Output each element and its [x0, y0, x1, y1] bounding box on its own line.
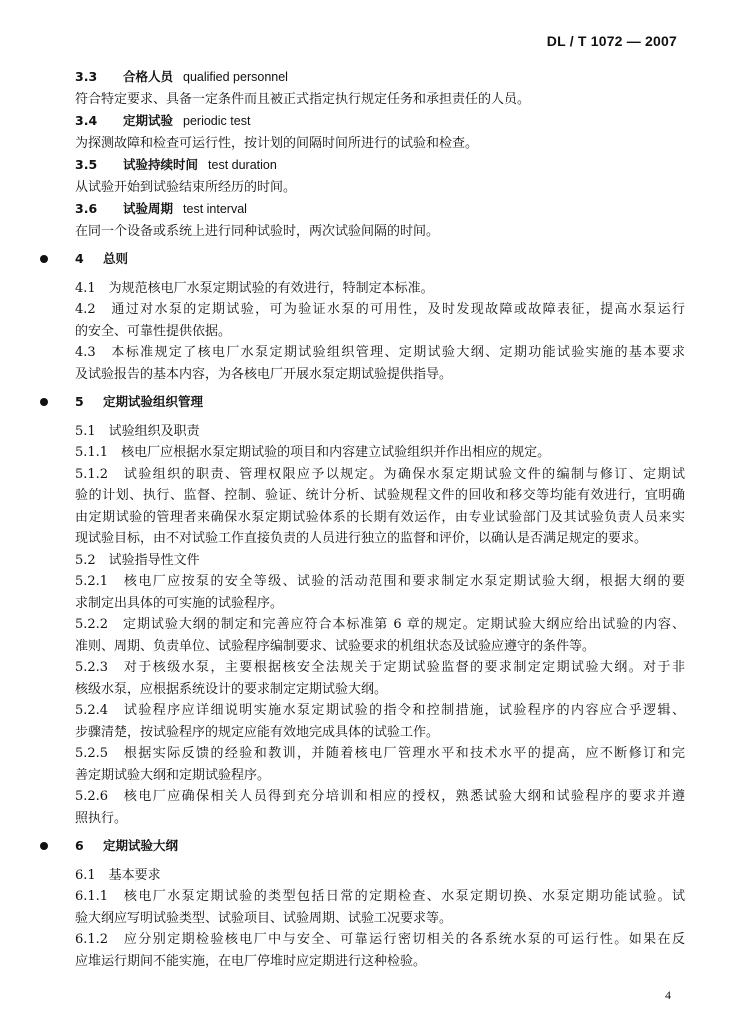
clause-paragraph [75, 342, 685, 385]
term-definition: 为探测故障和检查可运行性，按计划的间隔时间所进行的试验和检查。 [75, 135, 479, 151]
section-heading [75, 248, 685, 270]
paragraph-line: 5.2.3 对于核级水泵，主要根据核安全法规关于定期试验监督的要求制定定期试验大纲。对于非 [75, 660, 685, 675]
paragraph-line: 由定期试验的管理者来确保水泵定期试验体系的长期有效运作，由专业试验部门及其试验负责人员来实 [75, 509, 685, 525]
paragraph-line: 应堆运行期间不能实施，在电厂停堆时应定期进行这种检验。 [75, 953, 427, 969]
clause-paragraph [75, 571, 685, 614]
term-definition: 在同一个设备或系统上进行同种试验时，两次试验间隔的时间。 [75, 223, 440, 239]
clause-paragraph [75, 299, 685, 342]
paragraph-line: 照执行。 [75, 810, 128, 826]
clause-paragraph [75, 865, 685, 887]
paragraph-line: 准则、周期、负责单位、试验程序编制要求、试验要求的机组状态及试验应遵守的条件等。 [75, 638, 596, 654]
term-english: periodic test [183, 114, 251, 128]
paragraph-line: 5.1.1 核电厂应根据水泵定期试验的项目和内容建立试验组织并作出相应的规定。 [75, 445, 551, 460]
term-number: 3.5 [75, 157, 98, 172]
clause-paragraph [75, 657, 685, 700]
term-chinese: 试验持续时间 [123, 157, 199, 172]
paragraph-line: 5.2.6 核电厂应确保相关人员得到充分培训和相应的授权，熟悉试验大纲和试验程序的要求并遵 [75, 789, 685, 804]
term-chinese: 合格人员 [123, 69, 174, 84]
clause-paragraph [75, 442, 685, 464]
term-chinese: 试验周期 [123, 201, 174, 216]
term-heading [75, 198, 685, 221]
paragraph-line: 步骤清楚，按试验程序的规定应能有效地完成具体的试验工作。 [75, 724, 440, 740]
paragraph-line: 善定期试验大纲和定期试验程序。 [75, 767, 271, 783]
paragraph-line: 4.2 通过对水泵的定期试验，可为验证水泵的可用性，及时发现故障或故障表征，提高水泵运行 [75, 302, 685, 317]
section-number: 5 [75, 394, 84, 409]
clause-paragraph [75, 929, 685, 972]
section-heading [75, 835, 685, 857]
section-number: 4 [75, 251, 84, 266]
paragraph-line: 6.1 基本要求 [75, 867, 161, 883]
paragraph-line: 现试验目标，由不对试验工作直接负责的人员进行独立的监督和评价，以确认是否满足规定的要求。 [75, 531, 648, 546]
standard-code-header: DL / T 1072 — 2007 [546, 33, 677, 49]
section-heading [75, 391, 685, 413]
paragraph-line: 5.2.2 定期试验大纲的制定和完善应符合本标准第 6 章的规定。定期试验大纲应给出试验的内容、 [75, 617, 685, 632]
section-title: 定期试验大纲 [103, 838, 179, 853]
paragraph-line: 及试验报告的基本内容，为各核电厂开展水泵定期试验提供指导。 [75, 366, 453, 382]
term-number: 3.4 [75, 113, 98, 128]
paragraph-line: 5.2.4 试验程序应详细说明实施水泵定期试验的指令和控制措施，试验程序的内容应合乎逻辑、 [75, 703, 685, 718]
term-english: test duration [208, 158, 277, 172]
paragraph-line: 求制定出具体的可实施的试验程序。 [75, 595, 284, 611]
paragraph-line: 核级水泵，应根据系统设计的要求制定定期试验大纲。 [75, 681, 388, 697]
paragraph-line: 5.1 试验组织及职责 [75, 423, 200, 439]
term-definition: 从试验开始到试验结束所经历的时间。 [75, 179, 297, 195]
page-number: 4 [665, 988, 671, 1002]
clause-paragraph [75, 700, 685, 743]
paragraph-line: 5.1.2 试验组织的职责、管理权限应予以规定。为确保水泵定期试验文件的编制与修订、定期试 [75, 466, 685, 482]
term-english: test interval [183, 202, 247, 216]
term-definition: 符合特定要求、具备一定条件而且被正式指定执行规定任务和承担责任的人员。 [75, 91, 531, 107]
paragraph-line: 4.3 本标准规定了核电厂水泵定期试验组织管理、定期试验大纲、定期功能试验实施的基本要求 [75, 345, 685, 360]
clause-paragraph [75, 278, 685, 300]
paragraph-line: 验的计划、执行、监督、控制、验证、统计分析、试验规程文件的回收和移交等均能有效进行，宜明确 [75, 488, 685, 503]
clause-paragraph [75, 743, 685, 786]
bullet-icon [40, 255, 48, 263]
section-title: 定期试验组织管理 [103, 394, 204, 409]
clause-paragraph [75, 886, 685, 929]
section-title: 总则 [103, 251, 129, 266]
paragraph-line: 验大纲应写明试验类型、试验项目、试验周期、试验工况要求等。 [75, 910, 453, 926]
clause-paragraph [75, 614, 685, 657]
document-body [75, 66, 685, 972]
term-heading [75, 66, 685, 89]
paragraph-line: 5.2.1 核电厂应按泵的安全等级、试验的活动范围和要求制定水泵定期试验大纲，根据大纲的要 [75, 574, 685, 589]
bullet-icon [40, 398, 48, 406]
paragraph-line: 的安全、可靠性提供依据。 [75, 323, 232, 339]
clause-paragraph [75, 550, 685, 572]
paragraph-line: 5.2.5 根据实际反馈的经验和教训，并随着核电厂管理水平和技术水平的提高，应不断修订和完 [75, 746, 685, 761]
term-heading [75, 154, 685, 177]
paragraph-line: 6.1.2 应分别定期检验核电厂中与安全、可靠运行密切相关的各系统水泵的可运行性。如果在反 [75, 932, 685, 947]
term-number: 3.3 [75, 69, 98, 84]
term-english: qualified personnel [183, 70, 288, 84]
paragraph-line: 5.2 试验指导性文件 [75, 552, 200, 568]
paragraph-line: 6.1.1 核电厂水泵定期试验的类型包括日常的定期检查、水泵定期切换、水泵定期功能试验。试 [75, 889, 685, 904]
paragraph-line: 4.1 为规范核电厂水泵定期试验的有效进行，特制定本标准。 [75, 280, 434, 296]
clause-paragraph [75, 464, 685, 550]
term-chinese: 定期试验 [123, 113, 174, 128]
clause-paragraph [75, 421, 685, 443]
bullet-icon [40, 842, 48, 850]
term-heading [75, 110, 685, 133]
section-number: 6 [75, 838, 84, 853]
term-number: 3.6 [75, 201, 98, 216]
clause-paragraph [75, 786, 685, 829]
